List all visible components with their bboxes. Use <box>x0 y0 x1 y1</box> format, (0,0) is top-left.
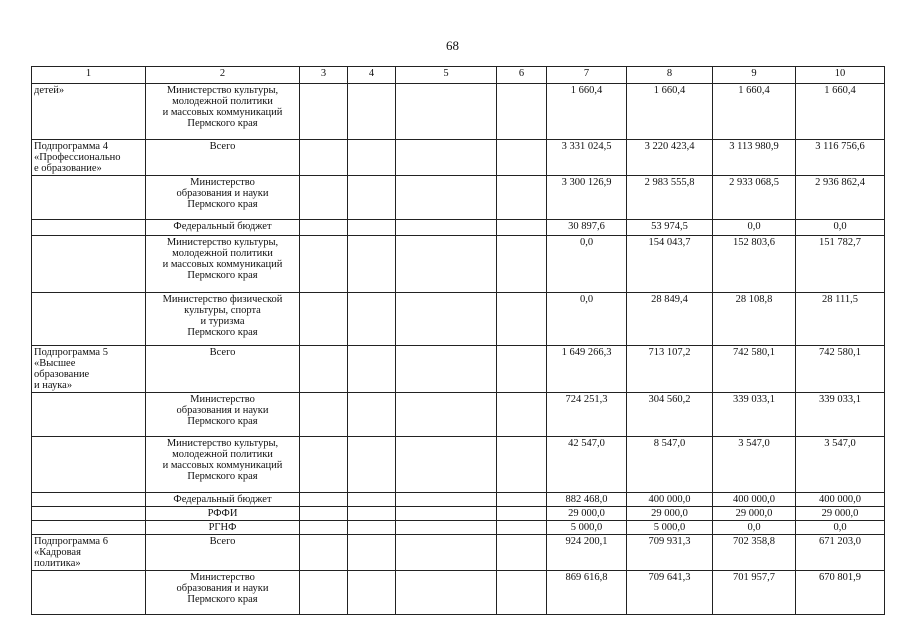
column-header: 1 <box>32 67 146 84</box>
amount-cell: 0,0 <box>713 220 796 236</box>
empty-cell <box>300 346 348 393</box>
funding-source-cell <box>146 507 300 521</box>
empty-cell <box>300 393 348 437</box>
column-header: 3 <box>300 67 348 84</box>
amount-cell: 3 116 756,6 <box>796 140 885 176</box>
empty-cell <box>396 493 497 507</box>
empty-cell <box>497 84 547 140</box>
column-header: 2 <box>146 67 300 84</box>
funding-source-line: и массовых коммуникаций <box>162 259 283 270</box>
funding-source-line: Министерство культуры, <box>166 237 279 248</box>
table-row <box>32 140 885 176</box>
amount-cell: 1 660,4 <box>713 84 796 140</box>
amount-cell: 713 107,2 <box>627 346 713 393</box>
empty-cell <box>300 84 348 140</box>
amount-cell: 869 616,8 <box>547 571 627 615</box>
column-header: 4 <box>348 67 396 84</box>
amount-cell: 701 957,7 <box>713 571 796 615</box>
program-line: политика» <box>34 558 81 569</box>
amount-cell: 702 358,8 <box>713 535 796 571</box>
funding-source-line: молодежной политики <box>172 96 273 107</box>
funding-source-line: образования и науки <box>176 583 269 594</box>
funding-source-line: Пермского края <box>187 118 258 129</box>
column-header: 5 <box>396 67 497 84</box>
empty-cell <box>300 236 348 293</box>
funding-source-cell <box>146 393 300 437</box>
amount-cell: 742 580,1 <box>796 346 885 393</box>
amount-cell: 3 113 980,9 <box>713 140 796 176</box>
empty-cell <box>497 346 547 393</box>
amount-cell: 0,0 <box>796 521 885 535</box>
amount-cell: 339 033,1 <box>796 393 885 437</box>
funding-source-cell <box>146 84 300 140</box>
funding-source-line: Всего <box>209 536 236 547</box>
empty-cell <box>348 220 396 236</box>
program-line: детей» <box>34 85 65 96</box>
table-row <box>32 437 885 493</box>
amount-cell: 29 000,0 <box>713 507 796 521</box>
funding-source-line: Пермского края <box>187 199 258 210</box>
empty-cell <box>300 535 348 571</box>
empty-cell <box>497 493 547 507</box>
program-cell <box>32 140 146 176</box>
empty-cell <box>396 236 497 293</box>
amount-cell: 29 000,0 <box>796 507 885 521</box>
table-row <box>32 293 885 346</box>
amount-cell: 3 547,0 <box>713 437 796 493</box>
amount-cell: 3 547,0 <box>796 437 885 493</box>
amount-cell: 0,0 <box>796 220 885 236</box>
amount-cell: 30 897,6 <box>547 220 627 236</box>
funding-source-line: образования и науки <box>176 405 269 416</box>
amount-cell: 709 641,3 <box>627 571 713 615</box>
funding-source-cell <box>146 346 300 393</box>
funding-source-line: Всего <box>209 141 236 152</box>
empty-cell <box>396 437 497 493</box>
program-cell <box>32 176 146 220</box>
empty-cell <box>348 535 396 571</box>
funding-source-cell <box>146 493 300 507</box>
funding-source-cell <box>146 140 300 176</box>
funding-source-line: Пермского края <box>187 416 258 427</box>
amount-cell: 28 111,5 <box>796 293 885 346</box>
funding-source-line: Федеральный бюджет <box>173 494 272 505</box>
funding-source-line: Всего <box>209 347 236 358</box>
funding-source-cell <box>146 176 300 220</box>
program-cell <box>32 236 146 293</box>
amount-cell: 400 000,0 <box>627 493 713 507</box>
table-row <box>32 507 885 521</box>
funding-source-line: и туризма <box>200 316 245 327</box>
funding-source-line: Министерство <box>190 572 255 583</box>
program-line: Подпрограмма 6 <box>34 536 108 547</box>
funding-source-cell <box>146 571 300 615</box>
funding-source-line: молодежной политики <box>172 248 273 259</box>
funding-source-line: культуры, спорта <box>184 305 261 316</box>
amount-cell: 29 000,0 <box>627 507 713 521</box>
empty-cell <box>348 346 396 393</box>
amount-cell: 3 300 126,9 <box>547 176 627 220</box>
program-cell <box>32 493 146 507</box>
amount-cell: 670 801,9 <box>796 571 885 615</box>
empty-cell <box>300 220 348 236</box>
empty-cell <box>396 507 497 521</box>
empty-cell <box>348 140 396 176</box>
empty-cell <box>396 293 497 346</box>
program-cell <box>32 220 146 236</box>
amount-cell: 8 547,0 <box>627 437 713 493</box>
budget-table <box>31 66 885 615</box>
table-row <box>32 571 885 615</box>
program-line: «Кадровая <box>34 547 81 558</box>
empty-cell <box>396 571 497 615</box>
funding-source-line: Министерство <box>190 394 255 405</box>
empty-cell <box>497 507 547 521</box>
program-cell <box>32 393 146 437</box>
table-row <box>32 521 885 535</box>
amount-cell: 724 251,3 <box>547 393 627 437</box>
program-line: Подпрограмма 4 <box>34 141 108 152</box>
program-line: Подпрограмма 5 <box>34 347 108 358</box>
amount-cell: 53 974,5 <box>627 220 713 236</box>
funding-source-line: РФФИ <box>207 508 238 519</box>
amount-cell: 0,0 <box>713 521 796 535</box>
empty-cell <box>300 176 348 220</box>
empty-cell <box>396 140 497 176</box>
table-row <box>32 346 885 393</box>
empty-cell <box>497 293 547 346</box>
funding-source-cell <box>146 521 300 535</box>
table-row <box>32 220 885 236</box>
empty-cell <box>396 393 497 437</box>
funding-source-line: Пермского края <box>187 270 258 281</box>
amount-cell: 304 560,2 <box>627 393 713 437</box>
amount-cell: 2 933 068,5 <box>713 176 796 220</box>
empty-cell <box>348 507 396 521</box>
empty-cell <box>348 493 396 507</box>
table-row <box>32 84 885 140</box>
column-header: 8 <box>627 67 713 84</box>
empty-cell <box>497 521 547 535</box>
amount-cell: 339 033,1 <box>713 393 796 437</box>
empty-cell <box>300 507 348 521</box>
amount-cell: 151 782,7 <box>796 236 885 293</box>
funding-source-cell <box>146 220 300 236</box>
amount-cell: 882 468,0 <box>547 493 627 507</box>
empty-cell <box>396 346 497 393</box>
program-line: и наука» <box>34 380 73 391</box>
funding-source-line: образования и науки <box>176 188 269 199</box>
program-cell <box>32 521 146 535</box>
funding-source-cell <box>146 535 300 571</box>
empty-cell <box>300 493 348 507</box>
amount-cell: 742 580,1 <box>713 346 796 393</box>
amount-cell: 1 660,4 <box>547 84 627 140</box>
amount-cell: 1 649 266,3 <box>547 346 627 393</box>
empty-cell <box>348 437 396 493</box>
table-row <box>32 236 885 293</box>
amount-cell: 3 220 423,4 <box>627 140 713 176</box>
program-cell <box>32 535 146 571</box>
table-row <box>32 393 885 437</box>
funding-source-cell <box>146 293 300 346</box>
empty-cell <box>348 571 396 615</box>
amount-cell: 400 000,0 <box>796 493 885 507</box>
column-header: 9 <box>713 67 796 84</box>
empty-cell <box>348 84 396 140</box>
program-cell <box>32 346 146 393</box>
empty-cell <box>348 236 396 293</box>
amount-cell: 152 803,6 <box>713 236 796 293</box>
program-line: е образование» <box>34 163 102 174</box>
table-row <box>32 176 885 220</box>
empty-cell <box>396 535 497 571</box>
funding-source-line: молодежной политики <box>172 449 273 460</box>
empty-cell <box>497 535 547 571</box>
funding-source-line: Министерство культуры, <box>166 85 279 96</box>
empty-cell <box>348 176 396 220</box>
empty-cell <box>396 521 497 535</box>
table-body <box>32 67 885 615</box>
table-row <box>32 493 885 507</box>
amount-cell: 5 000,0 <box>547 521 627 535</box>
funding-source-cell <box>146 236 300 293</box>
funding-source-line: Министерство культуры, <box>166 438 279 449</box>
table-row <box>32 535 885 571</box>
column-header: 6 <box>497 67 547 84</box>
amount-cell: 42 547,0 <box>547 437 627 493</box>
funding-source-line: и массовых коммуникаций <box>162 107 283 118</box>
program-cell <box>32 293 146 346</box>
funding-source-line: РГНФ <box>208 522 237 533</box>
empty-cell <box>300 571 348 615</box>
amount-cell: 671 203,0 <box>796 535 885 571</box>
program-cell <box>32 437 146 493</box>
funding-source-line: Министерство <box>190 177 255 188</box>
amount-cell: 0,0 <box>547 236 627 293</box>
empty-cell <box>300 293 348 346</box>
funding-source-line: и массовых коммуникаций <box>162 460 283 471</box>
empty-cell <box>497 140 547 176</box>
program-line: «Высшее <box>34 358 76 369</box>
amount-cell: 5 000,0 <box>627 521 713 535</box>
empty-cell <box>348 393 396 437</box>
funding-source-line: Пермского края <box>187 594 258 605</box>
amount-cell: 1 660,4 <box>627 84 713 140</box>
empty-cell <box>497 220 547 236</box>
empty-cell <box>497 437 547 493</box>
amount-cell: 29 000,0 <box>547 507 627 521</box>
amount-cell: 2 983 555,8 <box>627 176 713 220</box>
amount-cell: 924 200,1 <box>547 535 627 571</box>
amount-cell: 0,0 <box>547 293 627 346</box>
funding-source-line: Пермского края <box>187 471 258 482</box>
empty-cell <box>348 293 396 346</box>
empty-cell <box>348 521 396 535</box>
empty-cell <box>497 236 547 293</box>
empty-cell <box>300 437 348 493</box>
amount-cell: 3 331 024,5 <box>547 140 627 176</box>
page-number: 68 <box>446 38 459 53</box>
empty-cell <box>497 176 547 220</box>
amount-cell: 400 000,0 <box>713 493 796 507</box>
program-cell <box>32 84 146 140</box>
funding-source-cell <box>146 437 300 493</box>
amount-cell: 2 936 862,4 <box>796 176 885 220</box>
table-header-row <box>32 67 885 84</box>
funding-source-line: Федеральный бюджет <box>173 221 272 232</box>
amount-cell: 28 849,4 <box>627 293 713 346</box>
amount-cell: 28 108,8 <box>713 293 796 346</box>
program-line: «Профессионально <box>34 152 121 163</box>
amount-cell: 1 660,4 <box>796 84 885 140</box>
funding-source-line: Пермского края <box>187 327 258 338</box>
empty-cell <box>300 521 348 535</box>
empty-cell <box>396 220 497 236</box>
empty-cell <box>396 84 497 140</box>
empty-cell <box>497 571 547 615</box>
column-header: 10 <box>796 67 885 84</box>
program-line: образование <box>34 369 90 380</box>
program-cell <box>32 571 146 615</box>
program-cell <box>32 507 146 521</box>
column-header: 7 <box>547 67 627 84</box>
funding-source-line: Министерство физической <box>162 294 283 305</box>
amount-cell: 154 043,7 <box>627 236 713 293</box>
empty-cell <box>497 393 547 437</box>
empty-cell <box>300 140 348 176</box>
amount-cell: 709 931,3 <box>627 535 713 571</box>
empty-cell <box>396 176 497 220</box>
